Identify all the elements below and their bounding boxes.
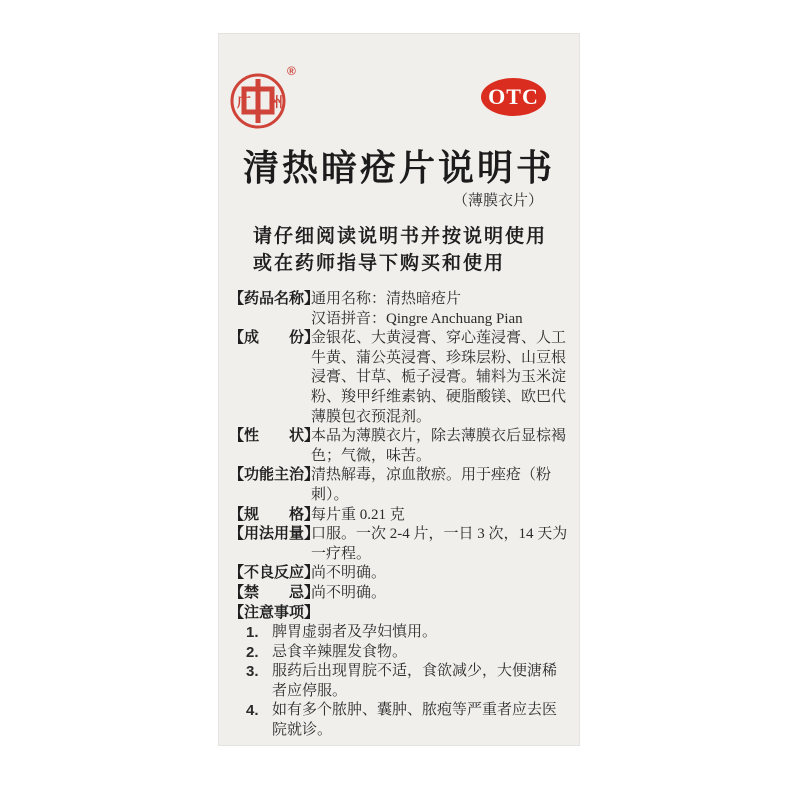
section-indications [229, 466, 569, 505]
section-label: 【药品名称】 [229, 291, 320, 307]
section-label: 【注意事项】 [229, 604, 320, 621]
section-content: 本品为薄膜衣片，除去薄膜衣后显棕褐色；气微，味苦。 [311, 428, 567, 464]
section-content: 清热解毒，凉血散瘀。用于痤疮（粉刺）。 [311, 467, 552, 503]
precaution-number: 1. [246, 624, 259, 642]
section-specification [229, 506, 569, 526]
section-label: 【不良反应】 [229, 565, 320, 582]
section-drug-name [229, 290, 569, 329]
section-content: 金银花、大黄浸膏、穿心莲浸膏、人工牛黄、蒲公英浸膏、珍珠层粉、山豆根浸膏、甘草、栀子浸膏。辅料为玉米淀粉、羧甲纤维素钠、硬脂酸镁、欧巴代薄膜包衣预混剂。 [311, 330, 567, 425]
precaution-text: 脾胃虚弱者及孕妇慎用。 [272, 624, 438, 641]
usage-notice-line-1: 请仔细阅读说明书并按说明使用 [253, 226, 548, 247]
section-label: 【功能主治】 [229, 467, 320, 484]
leaflet-header [229, 34, 569, 130]
section-label: 【成 份】 [229, 330, 320, 347]
generic-name-line: 通用名称：清热暗疮片 [311, 291, 462, 307]
otc-badge: OTC [481, 78, 546, 116]
package-insert-leaflet [218, 33, 580, 746]
section-precautions [229, 604, 569, 624]
section-content: 尚不明确。 [311, 584, 387, 601]
leaflet-body [229, 290, 569, 741]
section-label: 【用法用量】 [229, 526, 320, 543]
pinyin-name-line: 汉语拼音：Qingre Anchuang Pian [311, 310, 523, 327]
section-adverse-reactions [229, 564, 569, 584]
section-label: 【规 格】 [229, 506, 320, 523]
precaution-number: 3. [246, 663, 259, 681]
section-content [311, 290, 569, 329]
precaution-item [229, 643, 569, 663]
section-contraindications [229, 584, 569, 604]
precaution-item [229, 662, 569, 701]
precaution-text: 忌食辛辣腥发食物。 [272, 643, 408, 660]
leaflet-title: 清热暗疮片说明书 [242, 147, 555, 188]
logo-right-char: 州 [269, 94, 283, 110]
precaution-list [229, 623, 569, 741]
usage-notice-line-2: 或在药师指导下购买和使用 [253, 253, 506, 274]
section-content: 尚不明确。 [311, 565, 387, 582]
precaution-number: 4. [246, 702, 259, 720]
precaution-number: 2. [246, 643, 259, 661]
section-label: 【性 状】 [229, 428, 320, 445]
guangzhou-brand-icon [229, 70, 291, 132]
precaution-item [229, 701, 569, 740]
logo-left-char: 广 [237, 94, 251, 110]
leaflet-subtitle: （薄膜衣片） [452, 193, 543, 209]
section-content: 每片重 0.21 克 [311, 506, 405, 523]
brand-logo [229, 64, 307, 130]
usage-notice [229, 223, 569, 277]
section-content: 口服。一次 2-4 片，一日 3 次，14 天为一疗程。 [311, 526, 568, 562]
registered-trademark-icon: ® [287, 64, 296, 78]
section-ingredients [229, 329, 569, 427]
section-description [229, 427, 569, 466]
precaution-text: 服药后出现胃脘不适，食欲减少，大便溏稀者应停服。 [272, 663, 558, 699]
precaution-text: 如有多个脓肿、囊肿、脓疱等严重者应去医院就诊。 [272, 702, 558, 739]
precaution-item [229, 623, 569, 643]
section-dosage [229, 525, 569, 564]
section-label: 【禁 忌】 [229, 584, 320, 601]
